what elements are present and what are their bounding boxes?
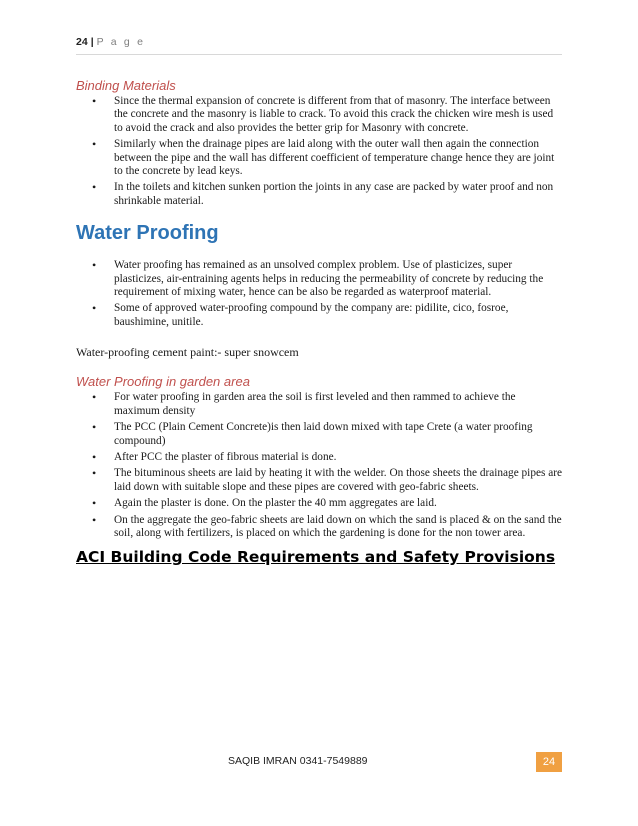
page-footer [0,752,638,772]
list-item: • After PCC the plaster of fibrous material is done. [114,451,562,464]
list-item: • On the aggregate the geo-fabric sheets are laid down on which the sand is placed & on the sand the soil, along with fertilizers, is placed on which the gardening is done for the non tower area. [114,514,562,541]
list-item: • Since the thermal expansion of concrete is different from that of masonry. The interface between the concrete and the masonry is liable to crack. To avoid this crack the chicken wire mesh is used to avoid the crack and also provides the better grip for Masonry with concrete. [114,95,562,135]
garden-area-heading: Water Proofing in garden area [76,374,250,390]
list-item: • The bituminous sheets are laid by heating it with the welder. On those sheets the drainage pipes are laid down with suitable slope and these pipes are covered with geo-fabric sheets. [114,467,562,494]
list-item: • Water proofing has remained as an unsolved complex problem. Use of plasticizes, super plasticizes, air-entraining agents helps in reducing the permeability of concrete by reducing the requirement of mixing water, hence can be also be regarded as waterproof material. [114,259,562,299]
header-separator: | [90,36,94,48]
footer-author: SAQIB IMRAN 0341-7549889 [228,755,368,767]
aci-code-heading: ACI Building Code Requirements and Safety Provisions [76,548,556,567]
binding-materials-list [76,95,562,208]
footer-page-number: 24 [536,752,562,772]
list-item: • Again the plaster is done. On the plaster the 40 mm aggregates are laid. [114,497,562,510]
list-item: • Similarly when the drainage pipes are laid along with the outer wall then again the connection between the pipe and the wall has different coefficient of temperature change hence they are joint to the concrete by lead keys. [114,138,562,178]
cement-paint-line: Water-proofing cement paint:- super snowcem [76,345,299,360]
water-proofing-heading: Water Proofing [76,222,219,245]
page-header [76,36,562,55]
list-item: • For water proofing in garden area the soil is first leveled and then rammed to achieve the maximum density [114,391,562,418]
list-item: • The PCC (Plain Cement Concrete)is then laid down mixed with tape Crete (a water proofing compound) [114,421,562,448]
list-item: • In the toilets and kitchen sunken portion the joints in any case are packed by water proof and non shrinkable material. [114,181,562,208]
header-page-number: 24 [76,36,88,48]
binding-materials-heading: Binding Materials [76,78,176,93]
garden-area-list [76,391,562,540]
water-proofing-list [76,259,562,329]
header-page-label: P a g e [96,36,146,48]
list-item: • Some of approved water-proofing compound by the company are: pidilite, cico, fosroe, baushimine, unitile. [114,302,562,329]
page-content [76,78,562,566]
